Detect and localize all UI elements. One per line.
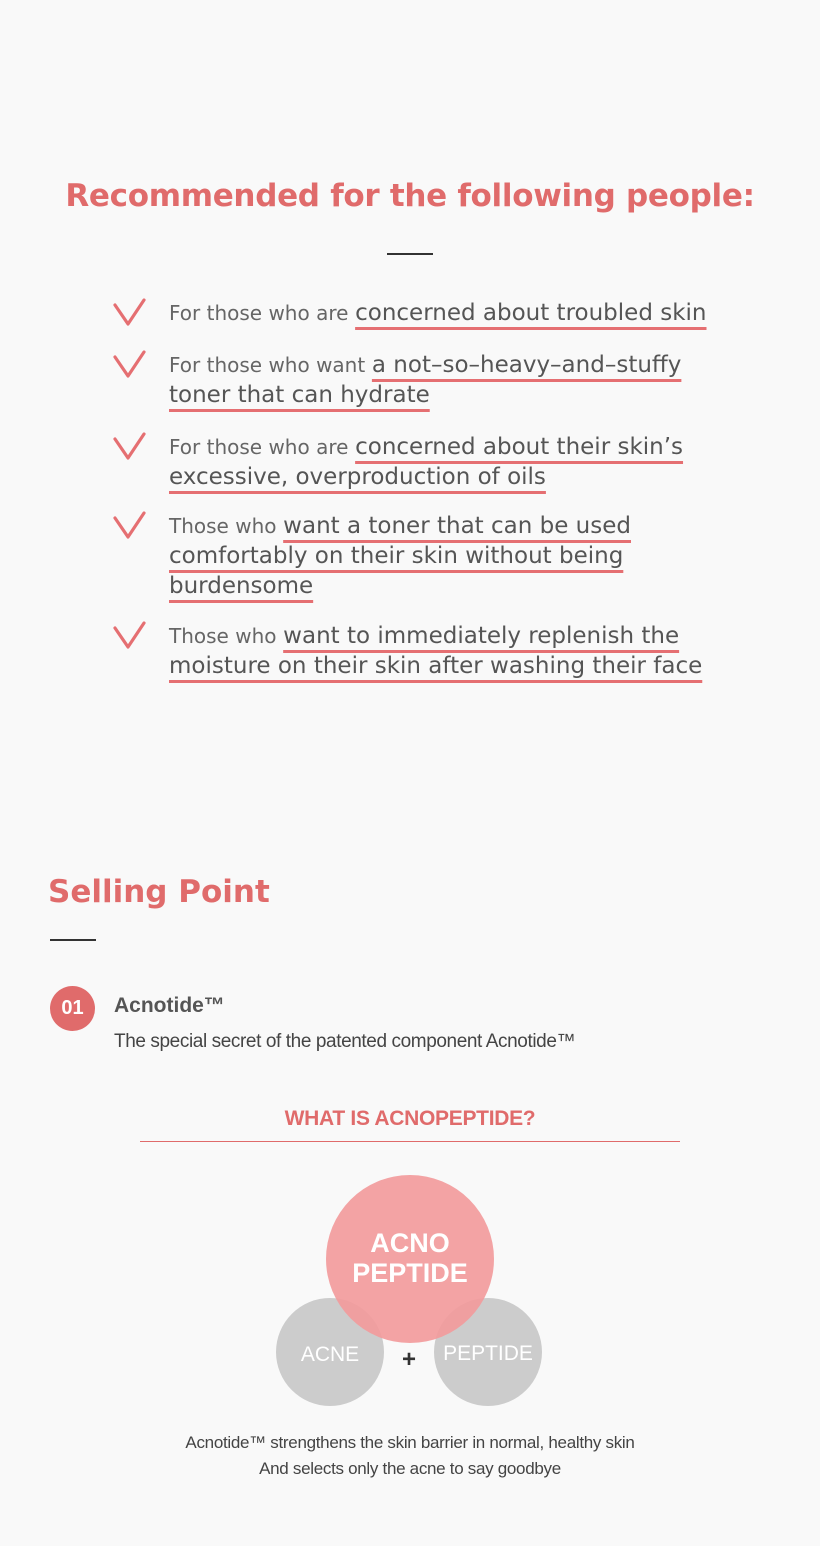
recommend-item-lead: For those who are — [169, 435, 349, 459]
acnopeptide-diagram — [270, 1170, 550, 1410]
selling-point-title: Selling Point — [48, 874, 270, 910]
recommend-item-text — [169, 298, 749, 328]
recommend-item-text — [169, 621, 749, 681]
caption-line-1: Acnotide™ strengthens the skin barrier in normal, healthy skin — [185, 1433, 635, 1452]
check-icon — [112, 432, 146, 462]
acne-label: ACNE — [300, 1343, 360, 1366]
recommend-item-highlight: a not–so–heavy–and–stuffy toner that can hydrate — [169, 352, 682, 408]
acnopeptide-label-line2: PEPTIDE — [352, 1258, 468, 1288]
selling-point-number-badge: 01 — [50, 986, 95, 1031]
recommend-item-text — [169, 350, 749, 410]
recommend-item-lead: Those who — [169, 624, 277, 648]
check-icon — [112, 350, 146, 380]
selling-point-description: The special secret of the patented component Acnotide™ — [114, 1031, 576, 1052]
recommend-item-highlight: want a toner that can be used comfortably on their skin without being burdensome — [169, 513, 631, 599]
what-is-title: WHAT IS ACNOPEPTIDE? — [284, 1107, 536, 1130]
caption-line-2: And selects only the acne to say goodbye — [259, 1459, 561, 1478]
check-icon — [112, 621, 146, 651]
selling-point-divider — [50, 939, 96, 941]
plus-icon: + — [401, 1346, 417, 1373]
check-icon — [112, 511, 146, 541]
recommend-title: Recommended for the following people: — [65, 178, 755, 214]
peptide-label: PEPTIDE — [443, 1342, 533, 1365]
recommend-item-text — [169, 511, 749, 601]
recommend-item-highlight: concerned about their skin’s excessive, overproduction of oils — [169, 434, 684, 490]
what-is-underline — [140, 1141, 680, 1142]
recommend-item-lead: Those who — [169, 514, 277, 538]
recommend-item-text — [169, 432, 749, 492]
recommend-item-lead: For those who want — [169, 353, 366, 377]
check-icon — [112, 298, 146, 328]
selling-point-name: Acnotide™ — [114, 994, 225, 1017]
recommend-item-highlight: want to immediately replenish the moisture on their skin after washing their face — [169, 623, 703, 679]
recommend-item-lead: For those who are — [169, 301, 349, 325]
recommend-divider — [387, 253, 433, 255]
recommend-item-highlight: concerned about troubled skin — [355, 300, 707, 326]
acnotide-caption — [0, 1430, 820, 1482]
acnopeptide-label-line1: ACNO — [370, 1228, 450, 1258]
